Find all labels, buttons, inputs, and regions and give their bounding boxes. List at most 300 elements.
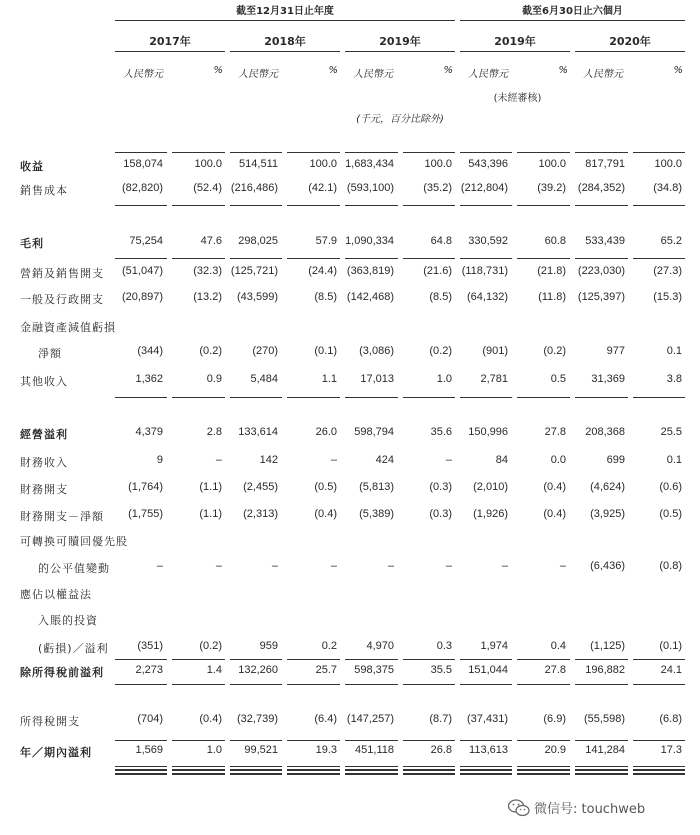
rule-below-gross bbox=[403, 258, 455, 259]
row-label: 財務開支－淨額 bbox=[20, 510, 104, 523]
cell-percent: – bbox=[559, 560, 566, 572]
rule-below-cost bbox=[633, 205, 685, 206]
cell-percent: (52.4) bbox=[193, 182, 222, 194]
unit-pct-2017: % bbox=[213, 65, 223, 76]
cell-amount: 514,511 bbox=[239, 158, 278, 170]
row-label: 一般及行政開支 bbox=[20, 293, 104, 306]
cell-amount: 4,970 bbox=[366, 640, 394, 652]
cell-amount: – bbox=[156, 560, 163, 572]
cell-amount: 151,044 bbox=[468, 664, 508, 676]
rule-above-profit bbox=[115, 740, 167, 741]
cell-amount: (216,486) bbox=[230, 182, 278, 194]
rule-below-profit bbox=[287, 769, 340, 771]
rule-above-revenue bbox=[633, 152, 685, 153]
row-label: 財務開支 bbox=[20, 483, 68, 496]
cell-amount: 31,369 bbox=[591, 373, 625, 385]
rule-below-other-income bbox=[345, 397, 398, 398]
rule-below-other-income bbox=[172, 397, 225, 398]
rule-below-pbt bbox=[115, 684, 167, 685]
row-label: 所得稅開支 bbox=[20, 715, 80, 728]
rule-above-pbt bbox=[115, 659, 167, 660]
cell-percent: (0.4) bbox=[199, 713, 222, 725]
year-header-2019-half: 2019年 bbox=[494, 35, 536, 48]
rule-below-pbt bbox=[575, 684, 628, 685]
rule-below-profit bbox=[115, 766, 167, 767]
unaudited-note: (未經審核) bbox=[493, 93, 542, 104]
rule-below-profit bbox=[575, 769, 628, 771]
rule-below-profit bbox=[230, 773, 282, 775]
cell-amount: 5,484 bbox=[250, 373, 278, 385]
cell-percent: – bbox=[445, 454, 452, 466]
cell-amount: (5,389) bbox=[359, 508, 394, 520]
row-label: 銷售成本 bbox=[20, 184, 68, 197]
rule-above-revenue bbox=[287, 152, 340, 153]
rule-below-other-income bbox=[633, 397, 685, 398]
year-header-2018: 2018年 bbox=[264, 35, 306, 48]
cell-amount: – bbox=[387, 560, 394, 572]
cell-amount: (351) bbox=[137, 640, 163, 652]
cell-amount: 1,683,434 bbox=[345, 158, 394, 170]
year-header-2019: 2019年 bbox=[379, 35, 421, 48]
cell-amount: (82,820) bbox=[122, 182, 163, 194]
cell-amount: 75,254 bbox=[129, 235, 163, 247]
cell-amount: 598,794 bbox=[354, 426, 394, 438]
cell-percent: 0.0 bbox=[550, 454, 566, 466]
rule-below-profit bbox=[633, 769, 685, 771]
rule-below-other-income bbox=[115, 397, 167, 398]
cell-percent: (21.6) bbox=[423, 265, 452, 277]
rule-below-other-income bbox=[403, 397, 455, 398]
cell-percent: 1.4 bbox=[206, 664, 222, 676]
cell-amount: 330,592 bbox=[468, 235, 508, 247]
cell-amount: 598,375 bbox=[354, 664, 394, 676]
rule-above-revenue bbox=[460, 152, 512, 153]
row-label: 財務收入 bbox=[20, 456, 68, 469]
rule-below-pbt bbox=[345, 684, 398, 685]
cell-amount: (1,764) bbox=[128, 481, 163, 493]
cell-percent: (34.8) bbox=[653, 182, 682, 194]
cell-percent: 24.1 bbox=[660, 664, 682, 676]
rule-below-profit bbox=[517, 773, 570, 775]
cell-amount: (3,086) bbox=[359, 345, 394, 357]
rule-below-profit bbox=[403, 769, 455, 771]
rule-above-profit bbox=[517, 740, 570, 741]
rule-below-profit bbox=[287, 773, 340, 775]
rule-below-profit bbox=[172, 773, 225, 775]
cell-percent: (32.3) bbox=[193, 265, 222, 277]
cell-amount: (2,313) bbox=[243, 508, 278, 520]
cell-percent: (0.4) bbox=[314, 508, 337, 520]
cell-percent: 100.0 bbox=[654, 158, 682, 170]
rule-below-profit bbox=[403, 766, 455, 767]
rule-below-gross bbox=[460, 258, 512, 259]
cell-amount: (142,468) bbox=[346, 291, 394, 303]
rule-below-profit bbox=[172, 766, 225, 767]
cell-percent: (0.2) bbox=[429, 345, 452, 357]
rule-below-cost bbox=[230, 205, 282, 206]
watermark bbox=[508, 798, 645, 817]
period-full-year-header: 截至12月31日止年度 bbox=[236, 6, 334, 17]
cell-amount: (125,721) bbox=[230, 265, 278, 277]
cell-amount: (37,431) bbox=[467, 713, 508, 725]
unit-pct-2019-half: % bbox=[558, 65, 568, 76]
rule-below-other-income bbox=[575, 397, 628, 398]
rule-below-profit bbox=[460, 766, 512, 767]
rule-above-pbt bbox=[287, 659, 340, 660]
year-rule-2017 bbox=[115, 51, 225, 52]
cell-amount: 17,013 bbox=[360, 373, 394, 385]
cell-amount: 1,569 bbox=[135, 744, 163, 756]
cell-amount: 141,284 bbox=[585, 744, 625, 756]
cell-percent: 57.9 bbox=[315, 235, 337, 247]
row-label: 收益 bbox=[20, 160, 44, 173]
cell-percent: 60.8 bbox=[544, 235, 566, 247]
rule-above-profit bbox=[172, 740, 225, 741]
cell-percent: 100.0 bbox=[424, 158, 452, 170]
rule-below-other-income bbox=[460, 397, 512, 398]
cell-percent: (1.1) bbox=[199, 508, 222, 520]
cell-percent: – bbox=[445, 560, 452, 572]
cell-percent: (0.1) bbox=[659, 640, 682, 652]
cell-percent: (0.5) bbox=[314, 481, 337, 493]
rule-below-pbt bbox=[633, 684, 685, 685]
rule-above-revenue bbox=[172, 152, 225, 153]
cell-percent: (0.3) bbox=[429, 481, 452, 493]
cell-amount: (2,010) bbox=[473, 481, 508, 493]
cell-percent: 100.0 bbox=[309, 158, 337, 170]
rule-below-other-income bbox=[517, 397, 570, 398]
rule-below-cost bbox=[575, 205, 628, 206]
unit-rmb-2018: 人民幣元 bbox=[238, 69, 278, 80]
cell-amount: 543,396 bbox=[468, 158, 508, 170]
cell-percent: 1.1 bbox=[321, 373, 337, 385]
row-label: 其他收入 bbox=[20, 375, 68, 388]
cell-amount: (32,739) bbox=[237, 713, 278, 725]
cell-amount: 84 bbox=[495, 454, 508, 466]
cell-percent: 27.8 bbox=[544, 664, 566, 676]
cell-amount: (270) bbox=[252, 345, 278, 357]
cell-percent: (13.2) bbox=[193, 291, 222, 303]
cell-amount: 298,025 bbox=[238, 235, 278, 247]
rule-below-profit bbox=[172, 769, 225, 771]
rule-below-profit bbox=[115, 773, 167, 775]
cell-amount: 4,379 bbox=[135, 426, 163, 438]
cell-amount: 132,260 bbox=[238, 664, 278, 676]
rule-above-pbt bbox=[403, 659, 455, 660]
cell-amount: (1,926) bbox=[473, 508, 508, 520]
cell-percent: 1.0 bbox=[436, 373, 452, 385]
rule-below-profit bbox=[287, 766, 340, 767]
year-rule-2019 bbox=[345, 51, 455, 52]
rule-below-profit bbox=[633, 773, 685, 775]
cell-amount: 817,791 bbox=[585, 158, 625, 170]
cell-percent: (8.7) bbox=[429, 713, 452, 725]
rule-below-other-income bbox=[230, 397, 282, 398]
cell-percent: 0.5 bbox=[550, 373, 566, 385]
cell-percent: (0.2) bbox=[543, 345, 566, 357]
rule-below-cost bbox=[460, 205, 512, 206]
rule-below-profit bbox=[633, 766, 685, 767]
cell-percent: (24.4) bbox=[308, 265, 337, 277]
rule-below-profit bbox=[517, 766, 570, 767]
row-label: 金融資產減值虧損 bbox=[20, 321, 116, 334]
cell-amount: 1,362 bbox=[135, 373, 163, 385]
rule-below-cost bbox=[403, 205, 455, 206]
cell-percent: 0.1 bbox=[666, 454, 682, 466]
cell-percent: (6.8) bbox=[659, 713, 682, 725]
rule-below-gross bbox=[230, 258, 282, 259]
cell-amount: 9 bbox=[156, 454, 163, 466]
cell-amount: 196,882 bbox=[585, 664, 625, 676]
cell-percent: (0.2) bbox=[199, 345, 222, 357]
rule-below-gross bbox=[115, 258, 167, 259]
cell-percent: 100.0 bbox=[538, 158, 566, 170]
cell-percent: (39.2) bbox=[537, 182, 566, 194]
row-label: 入賬的投資 bbox=[38, 614, 98, 627]
cell-amount: 424 bbox=[375, 454, 394, 466]
cell-percent: (0.2) bbox=[199, 640, 222, 652]
unit-rmb-2017: 人民幣元 bbox=[123, 69, 163, 80]
period-full-year-rule bbox=[115, 20, 455, 21]
cell-amount: 533,439 bbox=[585, 235, 625, 247]
cell-amount: (55,598) bbox=[584, 713, 625, 725]
cell-amount: (125,397) bbox=[577, 291, 625, 303]
cell-percent: (6.4) bbox=[314, 713, 337, 725]
cell-percent: (27.3) bbox=[653, 265, 682, 277]
rule-below-pbt bbox=[403, 684, 455, 685]
rule-below-gross bbox=[287, 258, 340, 259]
rule-below-profit bbox=[345, 769, 398, 771]
cell-amount: 977 bbox=[606, 345, 625, 357]
year-header-2020-half: 2020年 bbox=[609, 35, 651, 48]
rule-below-profit bbox=[460, 769, 512, 771]
rule-below-gross bbox=[633, 258, 685, 259]
year-rule-2020-half bbox=[575, 51, 685, 52]
rule-below-profit bbox=[403, 773, 455, 775]
rule-above-pbt bbox=[172, 659, 225, 660]
cell-percent: (11.8) bbox=[538, 291, 566, 303]
cell-amount: 2,273 bbox=[135, 664, 163, 676]
rule-below-pbt bbox=[460, 684, 512, 685]
unit-pct-2018: % bbox=[328, 65, 338, 76]
cell-percent: 35.5 bbox=[430, 664, 452, 676]
row-label: 營銷及銷售開支 bbox=[20, 267, 104, 280]
cell-amount: 208,368 bbox=[585, 426, 625, 438]
rule-below-profit bbox=[575, 773, 628, 775]
cell-percent: (0.4) bbox=[543, 508, 566, 520]
rule-above-profit bbox=[230, 740, 282, 741]
cell-percent: (35.2) bbox=[423, 182, 452, 194]
cell-percent: 0.1 bbox=[666, 345, 682, 357]
rule-below-profit bbox=[345, 766, 398, 767]
rule-above-profit bbox=[633, 740, 685, 741]
cell-amount: 959 bbox=[259, 640, 278, 652]
rule-below-profit bbox=[230, 769, 282, 771]
cell-amount: 451,118 bbox=[355, 744, 394, 756]
cell-percent: 25.7 bbox=[315, 664, 337, 676]
row-label: 除所得稅前溢利 bbox=[20, 666, 104, 679]
cell-percent: 0.9 bbox=[206, 373, 222, 385]
rule-above-revenue bbox=[115, 152, 167, 153]
thousands-note: (千元，百分比除外) bbox=[356, 114, 444, 125]
cell-percent: (0.3) bbox=[429, 508, 452, 520]
cell-percent: (15.3) bbox=[653, 291, 682, 303]
cell-percent: 64.8 bbox=[430, 235, 452, 247]
rule-below-gross bbox=[172, 258, 225, 259]
rule-above-pbt bbox=[633, 659, 685, 660]
row-label: (虧損)／溢利 bbox=[38, 642, 109, 655]
cell-percent: – bbox=[330, 454, 337, 466]
cell-percent: 20.9 bbox=[544, 744, 566, 756]
row-label: 可轉換可贖回優先股 bbox=[20, 535, 128, 548]
cell-amount: (64,132) bbox=[467, 291, 508, 303]
rule-above-pbt bbox=[345, 659, 398, 660]
rule-above-revenue bbox=[517, 152, 570, 153]
period-half-year-rule bbox=[460, 20, 685, 21]
cell-percent: 0.3 bbox=[436, 640, 452, 652]
cell-amount: (901) bbox=[482, 345, 508, 357]
cell-amount: (212,804) bbox=[460, 182, 508, 194]
cell-amount: (51,047) bbox=[122, 265, 163, 277]
cell-amount: (5,813) bbox=[359, 481, 394, 493]
rule-above-pbt bbox=[575, 659, 628, 660]
cell-percent: 65.2 bbox=[660, 235, 682, 247]
watermark-text: 微信号: touchweb bbox=[534, 802, 646, 817]
cell-percent: 47.6 bbox=[200, 235, 222, 247]
cell-percent: (8.5) bbox=[314, 291, 337, 303]
cell-amount: (284,352) bbox=[577, 182, 625, 194]
cell-amount: (6,436) bbox=[590, 560, 625, 572]
cell-amount: – bbox=[271, 560, 278, 572]
cell-amount: (593,100) bbox=[346, 182, 394, 194]
cell-percent: 27.8 bbox=[544, 426, 566, 438]
cell-amount: (704) bbox=[137, 713, 163, 725]
cell-percent: – bbox=[215, 454, 222, 466]
cell-percent: 19.3 bbox=[315, 744, 337, 756]
rule-below-pbt bbox=[230, 684, 282, 685]
rule-above-pbt bbox=[517, 659, 570, 660]
cell-amount: 158,074 bbox=[123, 158, 163, 170]
rule-below-profit bbox=[517, 769, 570, 771]
rule-above-revenue bbox=[575, 152, 628, 153]
cell-amount: (4,624) bbox=[590, 481, 625, 493]
rule-above-profit bbox=[345, 740, 398, 741]
cell-amount: 113,613 bbox=[469, 744, 508, 756]
rule-below-gross bbox=[517, 258, 570, 259]
cell-percent: 25.5 bbox=[660, 426, 682, 438]
unit-rmb-2019-half: 人民幣元 bbox=[468, 69, 508, 80]
cell-amount: 1,090,334 bbox=[345, 235, 394, 247]
rule-below-gross bbox=[345, 258, 398, 259]
cell-amount: (2,455) bbox=[243, 481, 278, 493]
cell-percent: (0.6) bbox=[659, 481, 682, 493]
cell-amount: (3,925) bbox=[590, 508, 625, 520]
cell-percent: (0.8) bbox=[659, 560, 682, 572]
cell-amount: 99,521 bbox=[244, 744, 278, 756]
cell-percent: 0.2 bbox=[321, 640, 337, 652]
cell-percent: (0.4) bbox=[543, 481, 566, 493]
rule-below-profit bbox=[575, 766, 628, 767]
cell-percent: 35.6 bbox=[430, 426, 452, 438]
cell-percent: 0.4 bbox=[550, 640, 566, 652]
cell-amount: 699 bbox=[606, 454, 625, 466]
cell-percent: (21.8) bbox=[537, 265, 566, 277]
unit-rmb-2019: 人民幣元 bbox=[353, 69, 393, 80]
rule-above-revenue bbox=[403, 152, 455, 153]
cell-percent: (0.5) bbox=[659, 508, 682, 520]
cell-amount: (1,755) bbox=[128, 508, 163, 520]
cell-amount: (1,125) bbox=[590, 640, 625, 652]
rule-below-pbt bbox=[287, 684, 340, 685]
cell-amount: 133,614 bbox=[238, 426, 278, 438]
cell-amount: (223,030) bbox=[577, 265, 625, 277]
year-rule-2019-half bbox=[460, 51, 570, 52]
rule-below-profit bbox=[460, 773, 512, 775]
row-label: 毛利 bbox=[20, 237, 44, 250]
cell-amount: (118,731) bbox=[461, 265, 508, 277]
rule-below-cost bbox=[287, 205, 340, 206]
cell-percent: (1.1) bbox=[199, 481, 222, 493]
row-label: 的公平值變動 bbox=[38, 562, 110, 575]
rule-above-profit bbox=[403, 740, 455, 741]
cell-amount: (20,897) bbox=[122, 291, 163, 303]
rule-below-profit bbox=[115, 769, 167, 771]
rule-above-profit bbox=[287, 740, 340, 741]
cell-percent: – bbox=[330, 560, 337, 572]
year-header-2017: 2017年 bbox=[149, 35, 191, 48]
rule-below-cost bbox=[517, 205, 570, 206]
rule-below-cost bbox=[172, 205, 225, 206]
cell-amount: 2,781 bbox=[480, 373, 508, 385]
cell-amount: (147,257) bbox=[346, 713, 394, 725]
rule-above-pbt bbox=[230, 659, 282, 660]
unit-pct-2020-half: % bbox=[673, 65, 683, 76]
cell-percent: (0.1) bbox=[314, 345, 337, 357]
rule-below-profit bbox=[230, 766, 282, 767]
cell-percent: (42.1) bbox=[308, 182, 337, 194]
cell-percent: (8.5) bbox=[429, 291, 452, 303]
cell-percent: 26.0 bbox=[315, 426, 337, 438]
rule-below-cost bbox=[115, 205, 167, 206]
rule-above-revenue bbox=[230, 152, 282, 153]
cell-amount: (344) bbox=[137, 345, 163, 357]
row-label: 年／期內溢利 bbox=[20, 746, 92, 759]
cell-amount: – bbox=[501, 560, 508, 572]
cell-amount: (363,819) bbox=[346, 265, 394, 277]
cell-amount: (43,599) bbox=[237, 291, 278, 303]
rule-below-gross bbox=[575, 258, 628, 259]
wechat-icon bbox=[508, 799, 530, 817]
row-label: 應佔以權益法 bbox=[20, 588, 92, 601]
row-label: 經營溢利 bbox=[20, 428, 68, 441]
cell-percent: – bbox=[215, 560, 222, 572]
rule-above-revenue bbox=[345, 152, 398, 153]
cell-percent: 3.8 bbox=[666, 373, 682, 385]
row-label: 淨額 bbox=[38, 347, 62, 360]
rule-above-profit bbox=[575, 740, 628, 741]
rule-below-pbt bbox=[172, 684, 225, 685]
rule-below-cost bbox=[345, 205, 398, 206]
cell-percent: 1.0 bbox=[206, 744, 222, 756]
cell-percent: 2.8 bbox=[206, 426, 222, 438]
rule-above-profit bbox=[460, 740, 512, 741]
rule-above-pbt bbox=[460, 659, 512, 660]
unit-pct-2019: % bbox=[443, 65, 453, 76]
cell-percent: 100.0 bbox=[194, 158, 222, 170]
cell-amount: 150,996 bbox=[468, 426, 508, 438]
period-half-year-header: 截至6月30日止六個月 bbox=[522, 6, 623, 17]
cell-percent: 17.3 bbox=[660, 744, 682, 756]
